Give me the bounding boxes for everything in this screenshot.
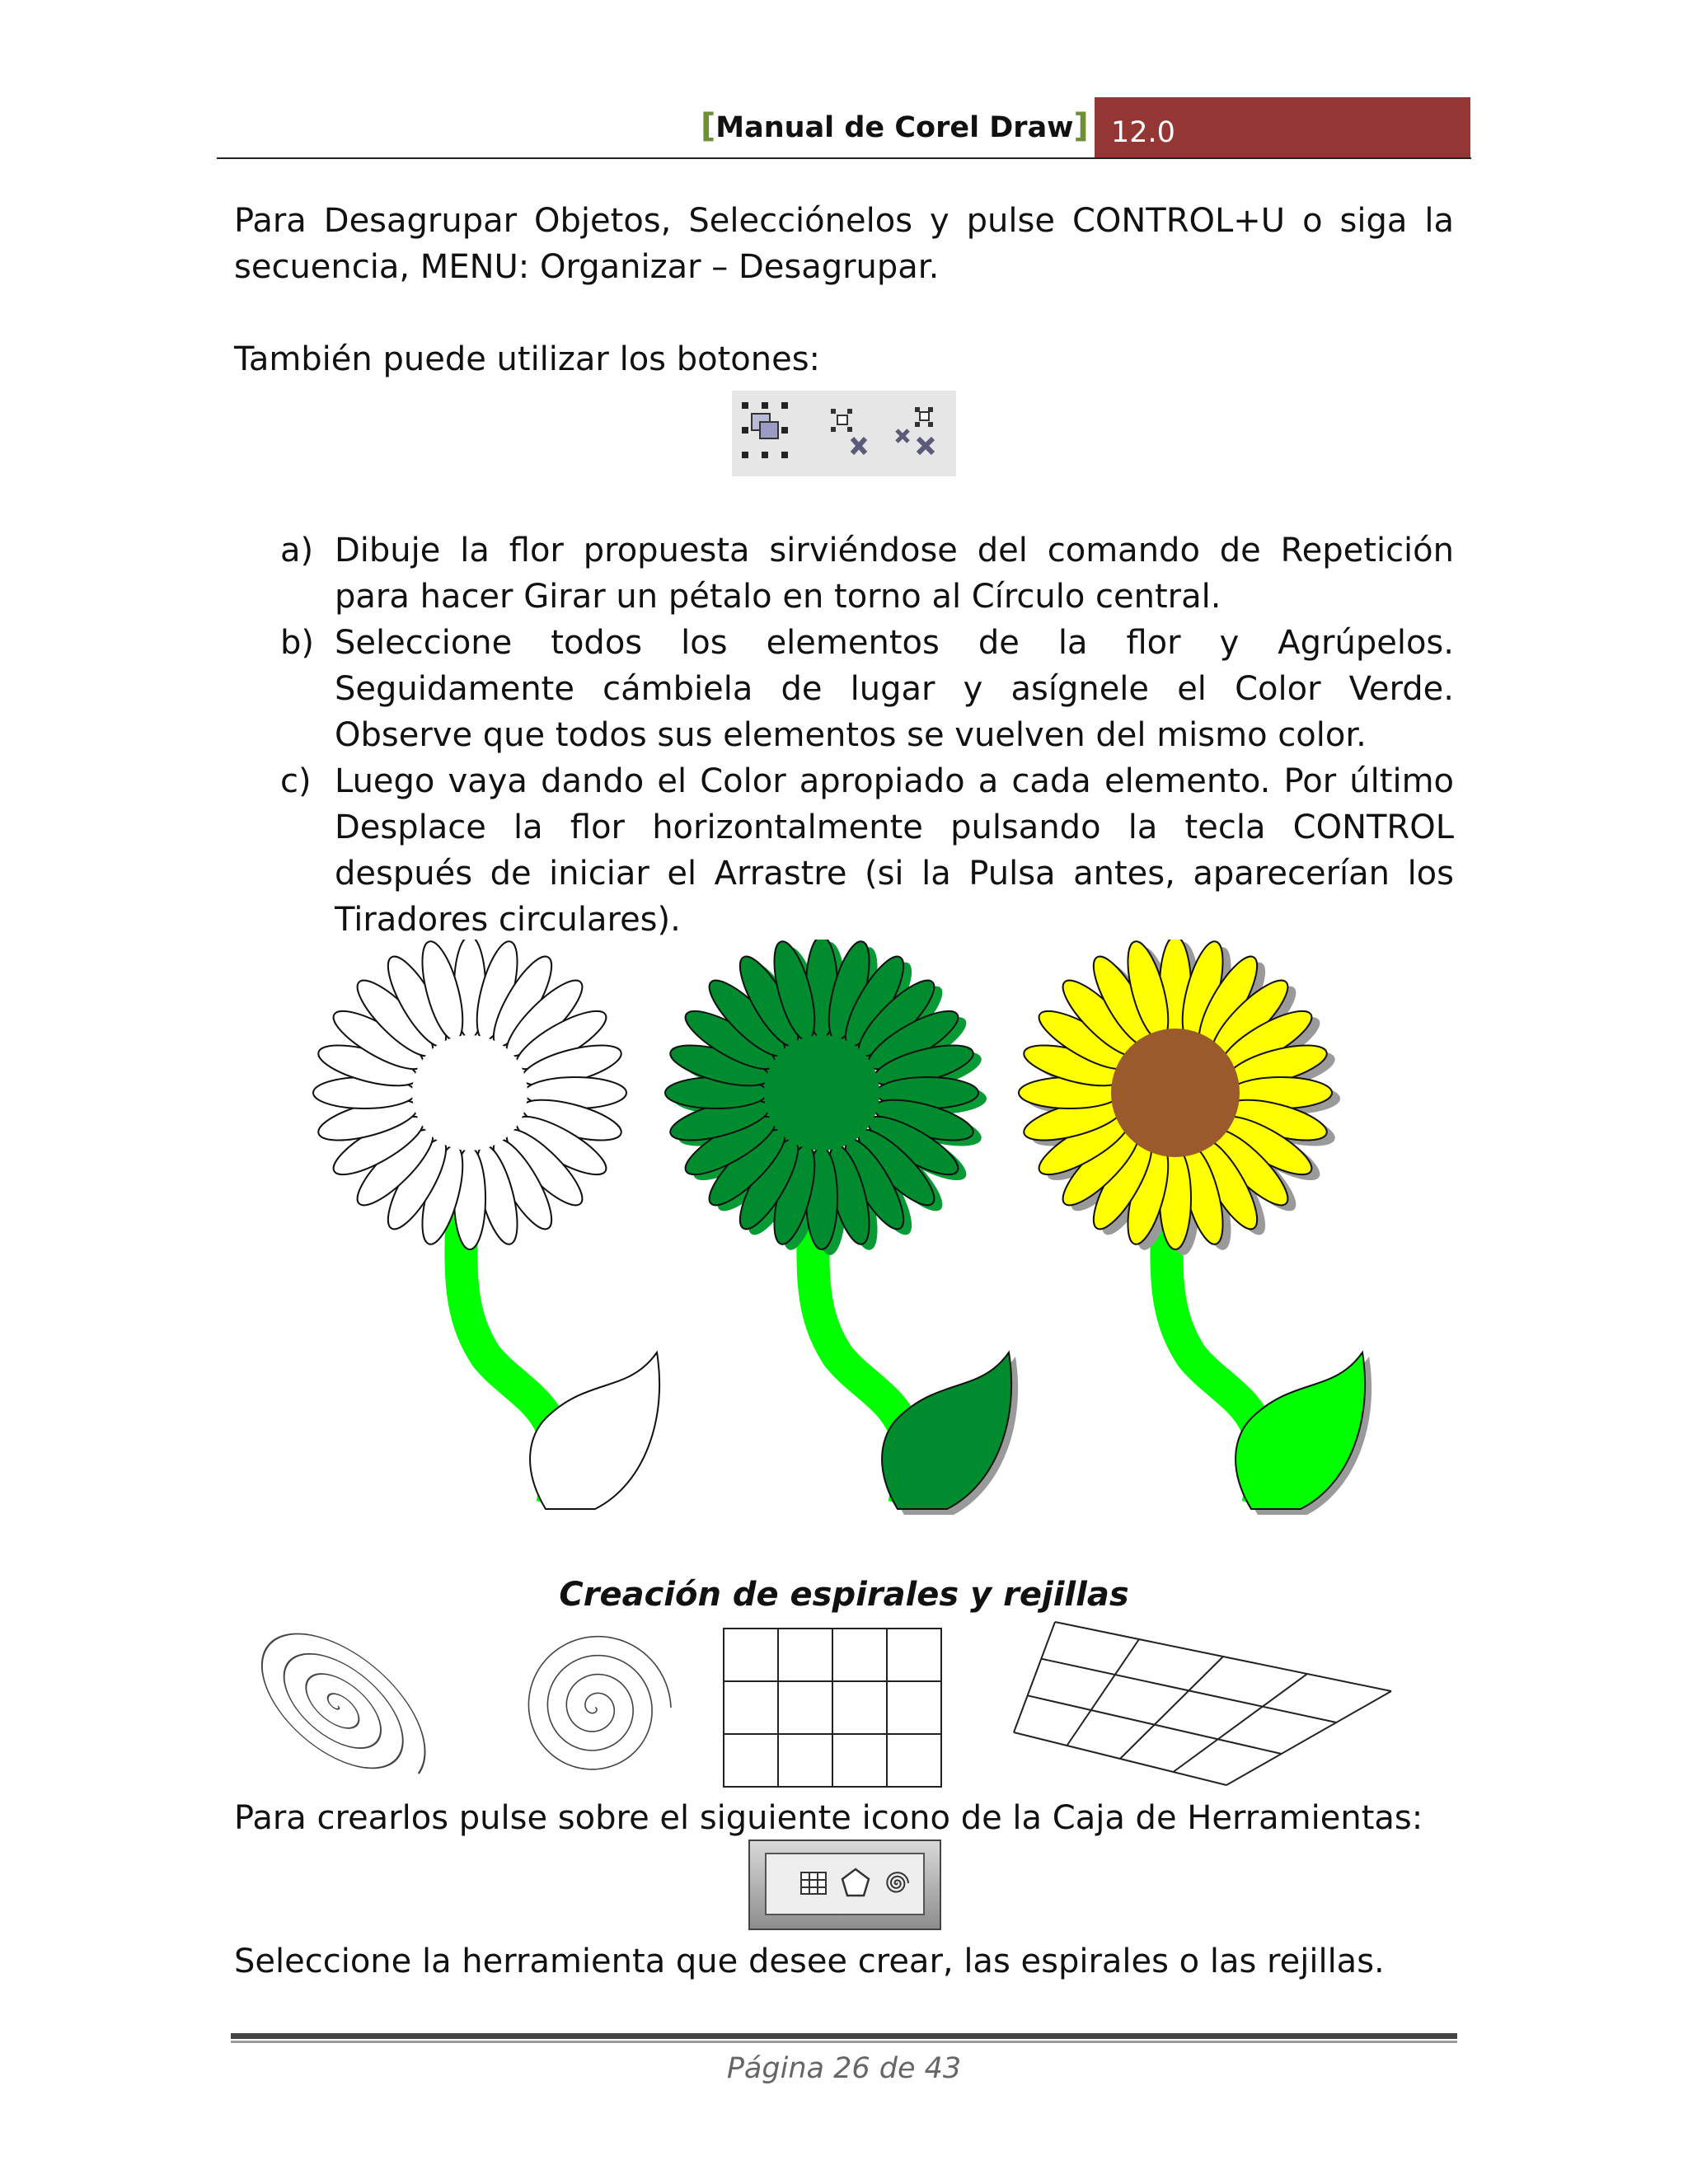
header-title-text: Manual de Corel Draw <box>715 111 1074 144</box>
toolbox-icons-svg <box>767 1854 923 1914</box>
list-marker: b) <box>280 624 314 662</box>
toolbox-inner <box>765 1853 925 1915</box>
paragraph-select-tool: Seleccione la herramienta que desee crear, las espirales o las rejillas. <box>234 1943 1385 1980</box>
polygon-tool-icon[interactable] <box>842 1869 869 1896</box>
ungroup-icon[interactable] <box>831 409 865 453</box>
flower-center <box>1111 1029 1240 1157</box>
grid-tool-icon[interactable] <box>801 1872 826 1894</box>
paragraph-buttons: También puede utilizar los botones: <box>234 340 821 378</box>
header-title <box>701 107 1089 145</box>
flower <box>313 940 659 1509</box>
list-item <box>280 620 1454 758</box>
list-text: Dibuje la flor propuesta sirviéndose del comando de Repetición para hacer Girar un pétalo en torno al Círculo central. <box>335 532 1454 616</box>
footer-rule-light <box>231 2041 1457 2043</box>
group-icon[interactable] <box>742 402 788 458</box>
spirals-grids-illustration <box>223 1615 1418 1793</box>
flower <box>1019 940 1372 1515</box>
flower-leaf <box>882 1352 1011 1509</box>
footer-rule <box>231 2033 1457 2039</box>
grid-perspective <box>1014 1622 1391 1785</box>
flower-leaf <box>1236 1352 1365 1509</box>
instructions-list <box>280 527 1454 943</box>
list-text: Luego vaya dando el Color apropiado a cada elemento. Por último Desplace la flor horizontalmente pulsando la tecla CONTROL después de iniciar el Arrastre (si la Pulsa antes, aparecerían los Tiradores circulares). <box>335 762 1454 939</box>
spiral-tool-icon[interactable] <box>887 1872 908 1891</box>
list-item <box>280 527 1454 620</box>
ungroup-all-icon[interactable] <box>897 407 933 453</box>
header-version: 12.0 <box>1095 97 1470 158</box>
header-bracket-close: ] <box>1073 107 1089 145</box>
header-bracket-open: [ <box>701 107 716 145</box>
group-buttons-strip <box>732 391 956 476</box>
spiral-elliptical <box>237 1615 452 1793</box>
flower <box>665 940 1018 1515</box>
flower-leaf <box>530 1352 659 1509</box>
paragraph-ungroup: Para Desagrupar Objetos, Selecciónelos y pulse CONTROL+U o siga la secuencia, MENU: Organizar – Desagrupar. <box>234 202 1454 286</box>
page-number: Página 26 de 43 <box>726 2052 962 2085</box>
group-buttons-svg <box>732 391 956 476</box>
list-marker: a) <box>280 532 314 569</box>
list-item <box>280 758 1454 943</box>
grid-rectangular <box>724 1629 941 1787</box>
flowers-illustration <box>305 940 1393 1533</box>
flower-center <box>412 1035 528 1151</box>
section-title: Creación de espirales y rejillas <box>559 1576 1129 1614</box>
spiral-round <box>528 1637 671 1769</box>
flower-center <box>764 1035 879 1151</box>
list-marker: c) <box>280 762 312 800</box>
toolbox-flyout <box>748 1840 941 1930</box>
paragraph-toolbox: Para crearlos pulse sobre el siguiente icono de la Caja de Herramientas: <box>234 1799 1423 1837</box>
header-rule <box>217 157 1471 159</box>
list-text: Seleccione todos los elementos de la flor y Agrúpelos. Seguidamente cámbiela de lugar y asígnele el Color Verde. Observe que todos sus elementos se vuelven del mismo color. <box>335 624 1454 754</box>
